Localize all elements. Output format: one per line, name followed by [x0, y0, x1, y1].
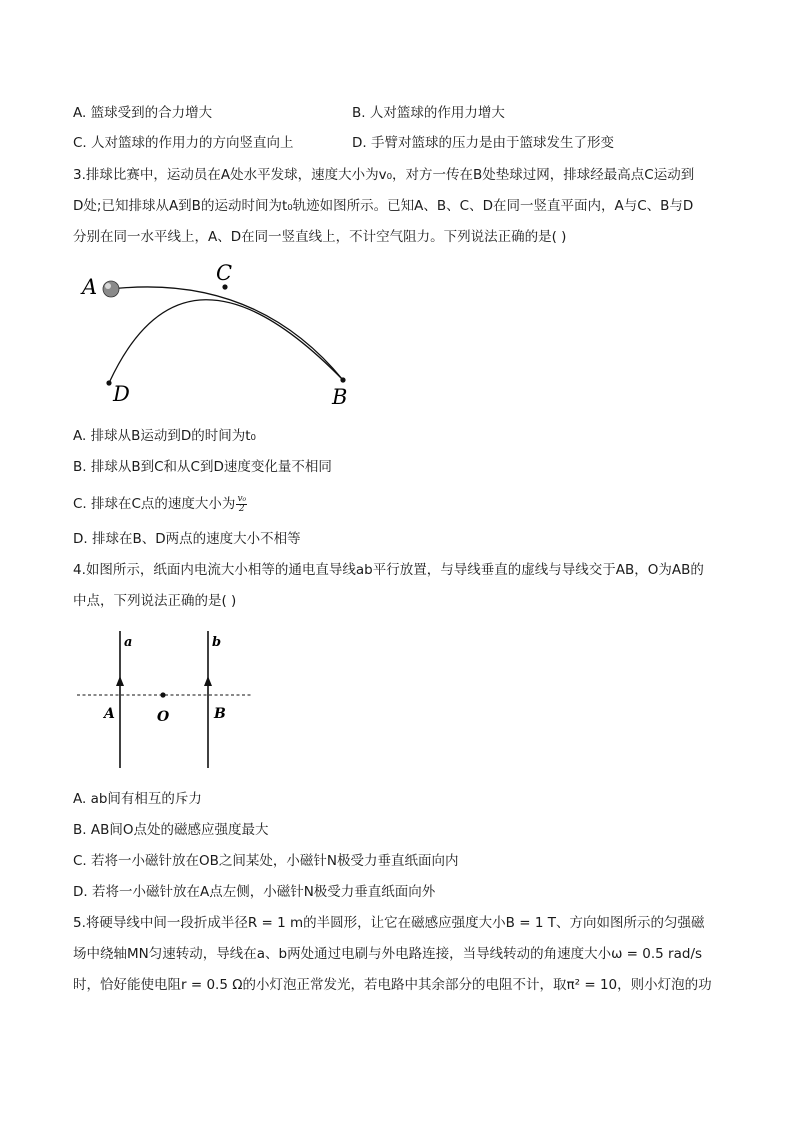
q4-stem-line1: 4.如图所示，纸面内电流大小相等的通电直导线ab平行放置，与导线垂直的虚线与导线交于AB，O为AB的: [73, 562, 704, 578]
label-wire-a: a: [124, 635, 133, 650]
trajectory-a-to-b-curve: [111, 287, 343, 380]
q4-option-d: D. 若将一小磁针放在A点左侧，小磁针N极受力垂直纸面向外: [73, 884, 436, 900]
label-wire-b: b: [212, 635, 222, 650]
q5-stem-line2: 场中绕轴MN匀速转动，导线在a、b两处通过电刷与外电路连接，当导线转动的角速度大小ω = 0.5 rad/s: [73, 946, 703, 962]
label-point-o: O: [157, 709, 170, 725]
q3-stem-line1: 3.排球比赛中，运动员在A处水平发球，速度大小为v₀，对方一传在B处垫球过网，排球经最高点C运动到: [73, 167, 695, 183]
q3-option-b: B. 排球从B到C和从C到D速度变化量不相同: [73, 459, 332, 475]
q3-stem-line3: 分别在同一水平线上，A、D在同一竖直线上，不计空气阻力。下列说法正确的是( ): [73, 229, 567, 245]
current-arrow-b-icon: [204, 676, 212, 686]
q2-option-c: C. 人对篮球的作用力的方向竖直向上: [73, 135, 294, 151]
label-b: B: [332, 385, 348, 409]
q3-option-c: [73, 494, 247, 514]
q4-stem-line2: 中点，下列说法正确的是( ): [73, 593, 237, 609]
label-c: C: [216, 261, 233, 285]
label-d: D: [113, 382, 130, 406]
q5-stem-line3: 时，恰好能使电阻r = 0.5 Ω的小灯泡正常发光，若电路中其余部分的电阻不计，取π² = 10，则小灯泡的功: [73, 977, 712, 993]
trajectory-c-to-d-curve: [109, 300, 343, 383]
volleyball-ball: [103, 281, 119, 297]
q3-stem-line2: D处;已知排球从A到B的运动时间为t₀轨迹如图所示。已知A、B、C、D在同一竖直平面内，A与C、B与D: [73, 198, 694, 214]
q4-option-b: B. AB间O点处的磁感应强度最大: [73, 822, 269, 838]
point-o-dot: [160, 692, 165, 697]
q5-stem-line1: 5.将硬导线中间一段折成半径R = 1 m的半圆形，让它在磁感应强度大小B = 1 T、方向如图所示的匀强磁: [73, 915, 705, 931]
point-c-dot: [222, 284, 227, 289]
q3-option-d: D. 排球在B、D两点的速度大小不相等: [73, 531, 301, 547]
current-arrow-a-icon: [116, 676, 124, 686]
q4-wires-figure: [75, 626, 255, 771]
point-d-dot: [106, 380, 111, 385]
label-point-a: A: [104, 706, 115, 722]
q3-option-c-text: C. 排球在C点的速度大小为: [73, 496, 236, 512]
q3-option-a: A. 排球从B运动到D的时间为t₀: [73, 428, 256, 444]
label-point-b: B: [214, 706, 226, 722]
label-a: A: [82, 275, 98, 299]
point-b-dot: [340, 377, 345, 382]
q2-option-d: D. 手臂对篮球的压力是由于篮球发生了形变: [352, 135, 614, 151]
q4-option-a: A. ab间有相互的斥力: [73, 791, 202, 807]
q3-trajectory-figure: [75, 258, 365, 408]
q3-option-c-fraction: $\frac{\text{v₀}}{2}$: [237, 493, 247, 514]
q2-option-a: A. 篮球受到的合力增大: [73, 105, 213, 121]
q2-option-b: B. 人对篮球的作用力增大: [352, 105, 505, 121]
q4-option-c: C. 若将一小磁针放在OB之间某处，小磁针N极受力垂直纸面向内: [73, 853, 459, 869]
